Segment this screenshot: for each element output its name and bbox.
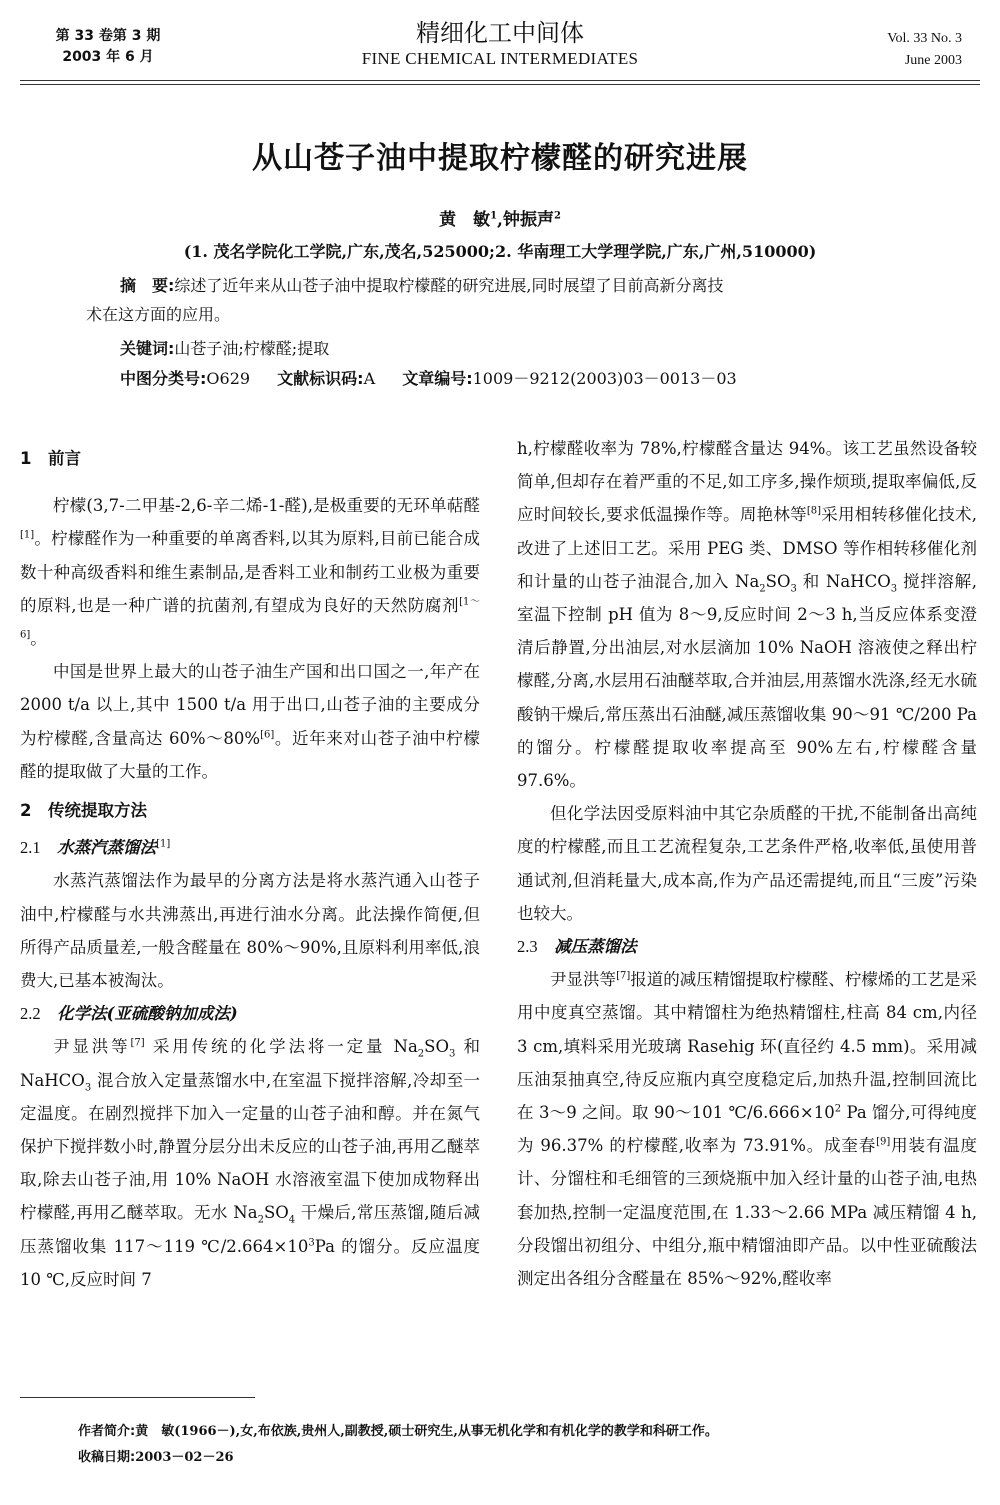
paragraph-2: 中国是世界上最大的山苍子油生产国和出口国之一,年产在 2000 t/a 以上,其中 1500 t/a 用于出口,山苍子油的主要成分为柠檬醛,含量高达 60%～80%[6]。近年来对山苍子油中柠檬醛的提取做了大量的工作。 (20, 662, 481, 781)
paragraph-5: h,柠檬醛收率为 78%,柠檬醛含量达 94%。该工艺虽然设备较简单,但却存在着严重的不足,如工序多,操作烦琐,提取率偏低,反应时间较长,要求低温操作等。周艳林等[8]采用相转移催化技术,改进了上述旧工艺。采用 PEG 类、DMSO 等作相转移催化剂和计量的山苍子油混合,加入 $Na_2SO_3$ 和 NaHCO$_3$ 搅拌溶解,室温下控制 pH 值为 8～9,反应时间 2～3 h,当反应体系变澄清后静置,分出油层,对水层滴加 10% NaOH 溶液使之释出柠檬醛,分离,水层用石油醚萃取,合并油层,用蒸馏水洗涤,经无水硫酸钠干燥后,常压蒸出石油醚,减压蒸馏收集 90～91 ℃/200 Pa 的馏分。柠檬醛提取收率提高至 90%左右,柠檬醛含量 97.6%。 (517, 439, 978, 791)
paragraph-7: 尹显洪等[7]报道的减压精馏提取柠檬醛、柠檬烯的工艺是采用中度真空蒸馏。其中精馏柱为绝热精馏柱,柱高 84 cm,内径 3 cm,填料采用光玻璃 Rasehig 环(直径约 4.5 mm)。采用减压油泵抽真空,待反应瓶内真空度稳定后,加热升温,控制回流比在 3～9 之间。取 90～101 $℃/6.666\times 10^2$ Pa 馏分,可得纯度为 96.37% 的柠檬醛,收率为 73.91%。成奎春[9]用装有温度计、分馏柱和毛细管的三颈烧瓶中加入经计量的山苍子油,电热套加热,控制一定温度范围,在 1.33～2.66 MPa 减压精馏 4 h,分段馏出初组分、中组分,瓶中精馏油即产品。以中性亚硫酸法测定出各组分含醛量在 85%～92%,醛收率 (517, 970, 978, 1289)
right-column (517, 432, 977, 1295)
author-separator: , (497, 210, 503, 230)
citation: [1～6] (20, 596, 481, 641)
paragraph-3: 水蒸汽蒸馏法作为最早的分离方法是将水蒸汽通入山苍子油中,柠檬醛与水共沸蒸出,再进行油水分离。此法操作简便,但所得产品质量差,一般含醛量在 80%～90%,且原料利用率低,浪费大,已基本被淘汰。 (20, 871, 480, 991)
article-id-label: 文章编号: (402, 369, 473, 388)
author-bio-label: 作者简介: (78, 1424, 136, 1439)
subsection-heading-2-2: 2.2 化学法(亚硫酸钠加成法) (20, 1004, 238, 1024)
header-rule-top (20, 80, 980, 81)
author-1: 黄 敏 (439, 210, 491, 230)
keywords-label: 关键词: (120, 339, 175, 358)
subsection-heading-2-3: 2.3 减压蒸馏法 (517, 937, 637, 957)
received-date-text: 2003－02－26 (135, 1450, 234, 1465)
author-1-affil: 1 (490, 210, 498, 222)
abstract (86, 271, 916, 329)
doc-code-value: A (363, 369, 376, 388)
authors (0, 205, 1000, 230)
abstract-text-1: 综述了近年来从山苍子油中提取柠檬醛的研究进展,同时展望了目前高新分离技 (174, 276, 724, 295)
abstract-label: 摘 要: (120, 276, 175, 295)
journal-issue-info (38, 26, 178, 68)
citation: [6] (260, 729, 275, 741)
issue-date: 2003 年 6 月 (62, 49, 154, 65)
citation: [1] (20, 529, 35, 541)
received-date (78, 1445, 718, 1471)
citation: [9] (876, 1136, 891, 1148)
citation: [1] (156, 838, 171, 850)
paragraph-1: 柠檬(3,7-二甲基-2,6-辛二烯-1-醛),是极重要的无环单萜醛[1]。柠檬醛作为一种重要的单离香料,以其为原料,目前已能合成数十种高级香料和维生素制品,是香料工业和制药工业极为重要的原料,也是一种广谱的抗菌剂,有望成为良好的天然防腐剂[1～6]。 (20, 496, 481, 649)
header-rule-bottom (20, 84, 980, 85)
clc-value: O629 (206, 369, 251, 388)
article-id-value: 1009－9212(2003)03－0013－03 (472, 369, 737, 388)
subsection-heading-2-1: 2.1 水蒸汽蒸馏法[1] (20, 838, 171, 858)
citation: [8] (806, 505, 821, 517)
footnote (78, 1419, 718, 1471)
volume-issue: 第 33 卷第 3 期 (55, 28, 161, 44)
received-date-label: 收稿日期: (78, 1450, 136, 1465)
author-2: 钟振声 (502, 210, 554, 230)
citation: [7] (130, 1037, 145, 1049)
keywords (120, 336, 329, 359)
doc-code-label: 文献标识码: (277, 369, 364, 388)
section-heading-1: 1 前言 (20, 449, 81, 468)
abstract-text-2: 术在这方面的应用。 (86, 305, 231, 324)
paper-title: 从山苍子油中提取柠檬醛的研究进展 (252, 141, 748, 176)
classification (120, 366, 737, 389)
author-bio (78, 1419, 718, 1445)
keywords-text: 山苍子油;柠檬醛;提取 (174, 339, 330, 358)
paragraph-4: 尹显洪等[7] 采用传统的化学法将一定量 $Na_2SO_3$ 和 NaHCO$_3$ 混合放入定量蒸馏水中,在室温下搅拌溶解,冷却至一定温度。在剧烈搅拌下加入一定量的山苍子油和醇。并在氮气保护下搅拌数小时,静置分层分出未反应的山苍子油,再用乙醚萃取,除去山苍子油,用 10% NaOH 水溶液室温下使加成物释出柠檬醛,再用乙醚萃取。无水 $Na_2SO_4$ 干燥后,常压蒸馏,随后减压蒸馏收集 117～119 $℃/2.664\times 10^3Pa$ 的馏分。反应温度 10 ℃,反应时间 7 (20, 1037, 481, 1289)
left-column (20, 432, 480, 1296)
journal-name (300, 18, 700, 70)
volume-issue-en: Vol. 33 No. 3 (887, 31, 962, 46)
author-bio-text: 黄 敏(1966－),女,布依族,贵州人,副教授,硕士研究生,从事无机化学和有机化学的教学和科研工作。 (135, 1424, 718, 1439)
issue-date-en: June 2003 (904, 53, 962, 68)
section-heading-2: 2 传统提取方法 (20, 801, 147, 821)
footnote-rule (20, 1397, 255, 1398)
author-2-affil: 2 (553, 210, 561, 222)
citation: [7] (616, 970, 631, 982)
journal-name-en: FINE CHEMICAL INTERMEDIATES (361, 49, 639, 68)
paragraph-6: 但化学法因受原料油中其它杂质醛的干扰,不能制备出高纯度的柠檬醛,而且工艺流程复杂,工艺条件严格,收率低,虽使用普通试剂,但消耗量大,成本高,作为产品还需提纯,而且“三废”污染也较大。 (517, 804, 977, 923)
clc-label: 中图分类号: (120, 369, 207, 388)
journal-issue-info-en (822, 28, 962, 72)
journal-name-cn: 精细化工中间体 (416, 19, 584, 47)
affiliations: (1. 茂名学院化工学院,广东,茂名,525000;2. 华南理工大学理学院,广东,广州,510000) (183, 242, 817, 261)
